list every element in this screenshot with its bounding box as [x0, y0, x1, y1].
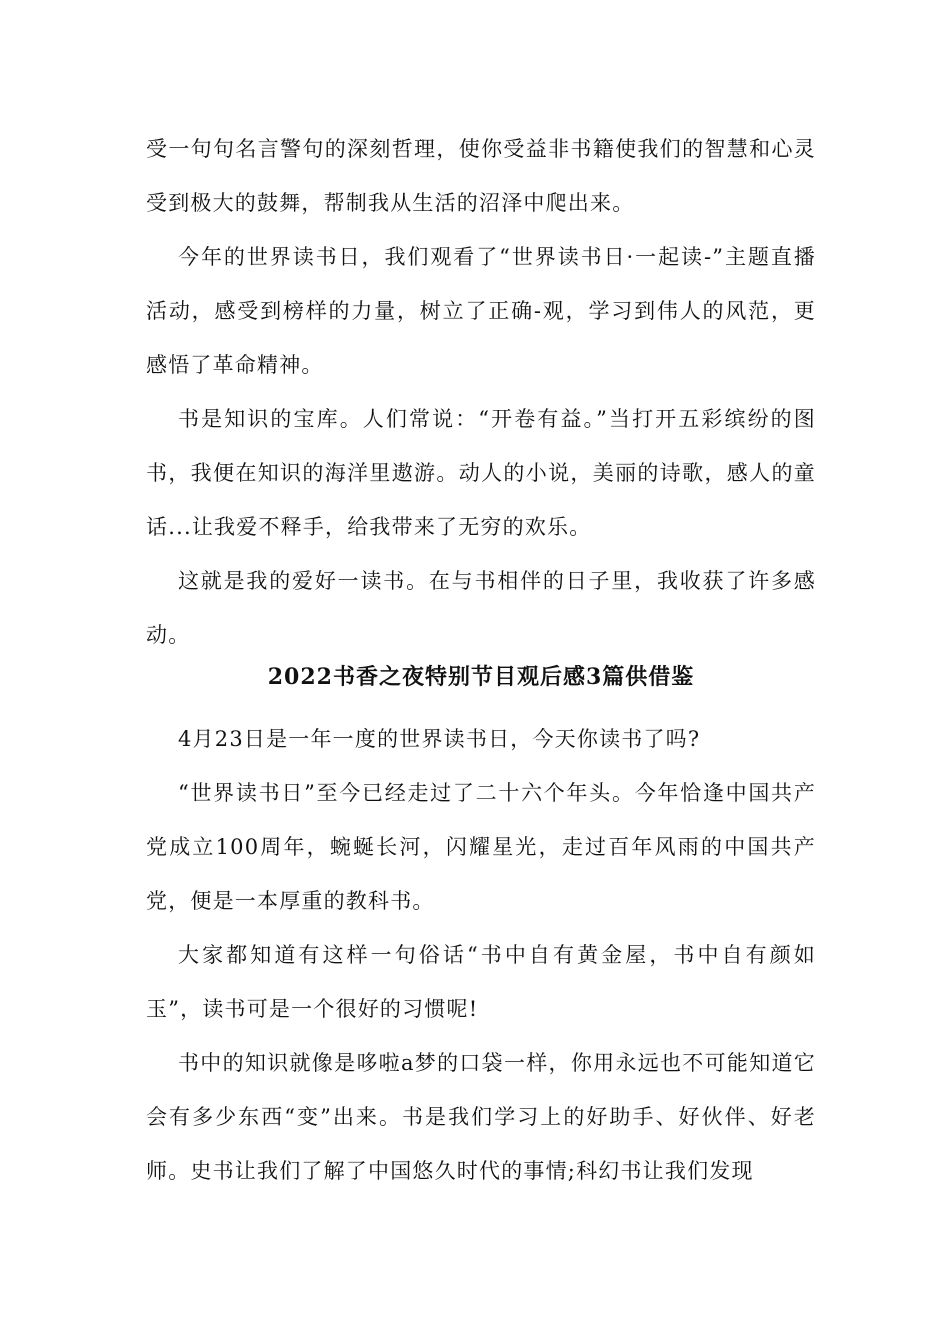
paragraph-7: 大家都知道有这样一句俗话“书中自有黄金屋，书中自有颜如玉”，读书可是一个很好的习惯呢! — [146, 943, 816, 1021]
paragraph-5: 4月23日是一年一度的世界读书日，今天你读书了吗? — [178, 727, 701, 751]
paragraph-3: 书是知识的宝库。人们常说：“开卷有益。”当打开五彩缤纷的图书，我便在知识的海洋里遨游。动人的小说，美丽的诗歌，感人的童话...让我爱不释手，给我带来了无穷的欢乐。 — [146, 407, 816, 539]
paragraph-6: “世界读书日”至今已经走过了二十六个年头。今年恰逢中国共产党成立100周年，蜿蜒长河，闪耀星光，走过百年风雨的中国共产党，便是一本厚重的教科书。 — [146, 781, 816, 913]
article-title: 2022书香之夜特别节目观后感3篇供借鉴 — [267, 664, 695, 690]
paragraph-2: 今年的世界读书日，我们观看了“世界读书日·一起读-”主题直播活动，感受到榜样的力量，树立了正确-观，学习到伟人的风范，更感悟了革命精神。 — [146, 245, 816, 377]
paragraph-1: 受一句句名言警句的深刻哲理，使你受益非书籍使我们的智慧和心灵受到极大的鼓舞，帮制我从生活的沼泽中爬出来。 — [146, 137, 816, 215]
paragraph-4: 这就是我的爱好一读书。在与书相伴的日子里，我收获了许多感动。 — [146, 569, 816, 647]
paragraph-8: 书中的知识就像是哆啦a梦的口袋一样，你用永远也不可能知道它会有多少东西“变”出来。书是我们学习上的好助手、好伙伴、好老师。史书让我们了解了中国悠久时代的事情;科幻书让我们发现 — [146, 1051, 816, 1183]
